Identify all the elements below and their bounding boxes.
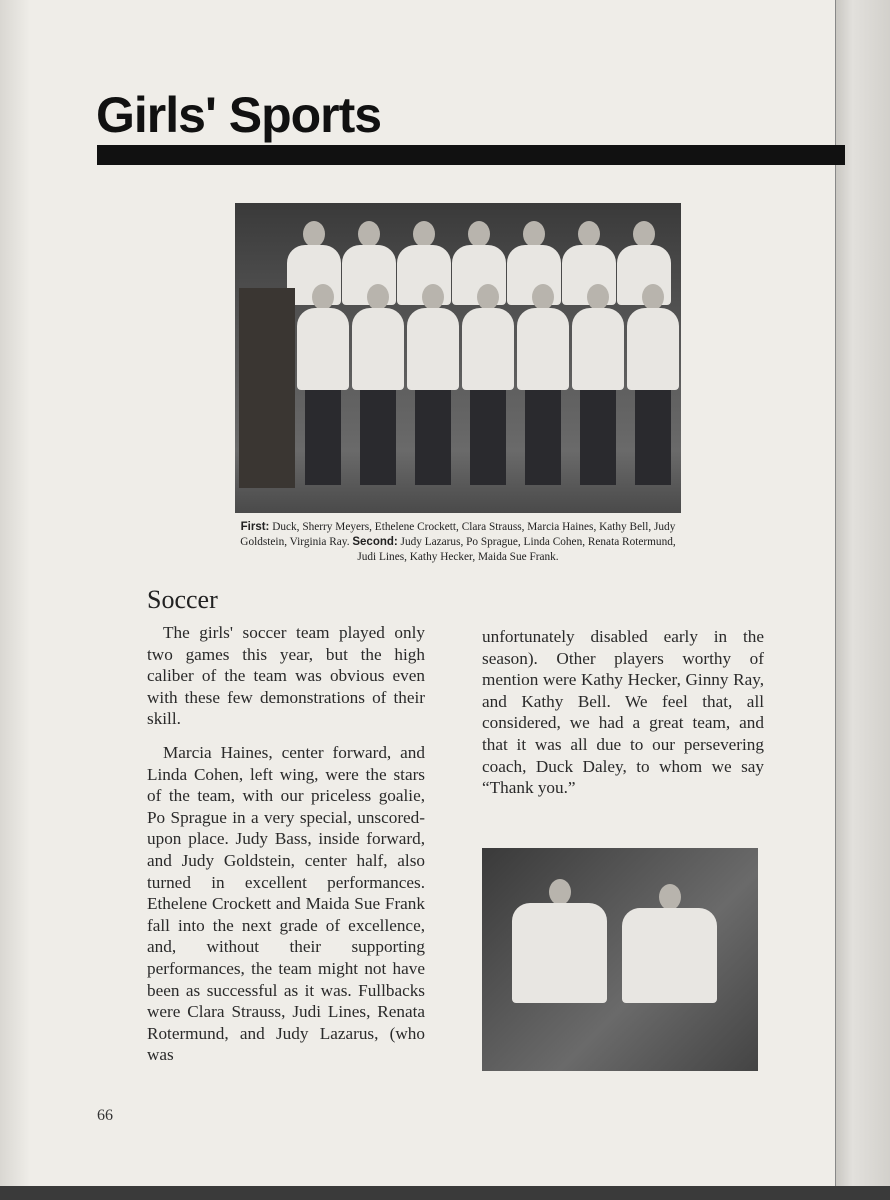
caption-first-label: First: [240,521,270,533]
page-number: 66 [97,1107,113,1124]
figure-sweater [407,308,459,390]
figure-sweater [517,308,569,390]
figure-sweater [627,308,679,390]
figure-sweater [352,308,404,390]
figure-head [303,221,325,247]
two-players-photo [482,848,758,1071]
figure-head [587,284,609,310]
figure-sweater [297,308,349,390]
figure-pants [635,390,671,485]
figure-head [642,284,664,310]
figure-head [477,284,499,310]
page-title: Girls' Sports [96,87,382,143]
figure-sweater [462,308,514,390]
figure-head [532,284,554,310]
figure-head [312,284,334,310]
page-left-edge [0,0,30,1200]
paragraph: The girls' soccer team played only two games this year, but the high caliber of the team was obvious even with these few demonstrations of their skill. [147,623,425,729]
figure-sweater [512,903,607,1003]
figure-pants [305,390,341,485]
figure-sweater [622,908,717,1003]
figure-sweater [572,308,624,390]
paragraph: unfortunately disabled early in the season). Other players worthy of mention were Kathy Hecker, Ginny Ray, and Kathy Bell. We feel that, all considered, we had a great team, and that it was all due to our persevering coach, Duck Daley, to whom we say “Thank you.” [482,627,764,798]
figure-head [468,221,490,247]
caption-first-names: Duck, Sherry Meyers, Ethelene Crockett, Clara Strauss, Marcia Haines, Kathy Bell, Judy Goldstein, Virginia Ray. [240,521,676,548]
team-photo [235,203,681,513]
figure-head [633,221,655,247]
photo-caption [230,520,686,565]
figure-head [413,221,435,247]
section-title: Soccer [147,585,218,614]
paragraph: Marcia Haines, center forward, and Linda Cohen, left wing, were the stars of the team, with our priceless goalie, Po Sprague in a very special, unscored-upon place. Judy Bass, inside forward, and Judy Goldstein, center half, also turned in excellent performances. Ethelene Crockett and Maida Sue Frank fall into the next grade of excellence, and, without their supporting performances, the team might not have been as successful as it was. Fullbacks were Clara Strauss, Judi Lines, Renata Rotermund, and Judy Lazarus, (who was [147,742,425,1065]
caption-second-names: Judy Lazarus, Po Sprague, Linda Cohen, Renata Rotermund, Judi Lines, Kathy Hecker, Maida Sue Frank. [357,536,676,563]
figure-pants [470,390,506,485]
figure-head [358,221,380,247]
figure-head [523,221,545,247]
figure-head [422,284,444,310]
figure-head [549,879,571,905]
scan-bottom-edge [0,1186,890,1200]
figure-pants [525,390,561,485]
figure-pants [415,390,451,485]
right-column [482,626,764,811]
figure-head [659,884,681,910]
figure-pants [360,390,396,485]
caption-second-label: Second: [352,536,398,548]
title-rule [97,145,845,165]
figure-head [367,284,389,310]
figure-pants [580,390,616,485]
coach-figure [239,288,295,488]
figure-head [578,221,600,247]
left-column [147,622,425,1078]
book-spine [835,0,890,1200]
